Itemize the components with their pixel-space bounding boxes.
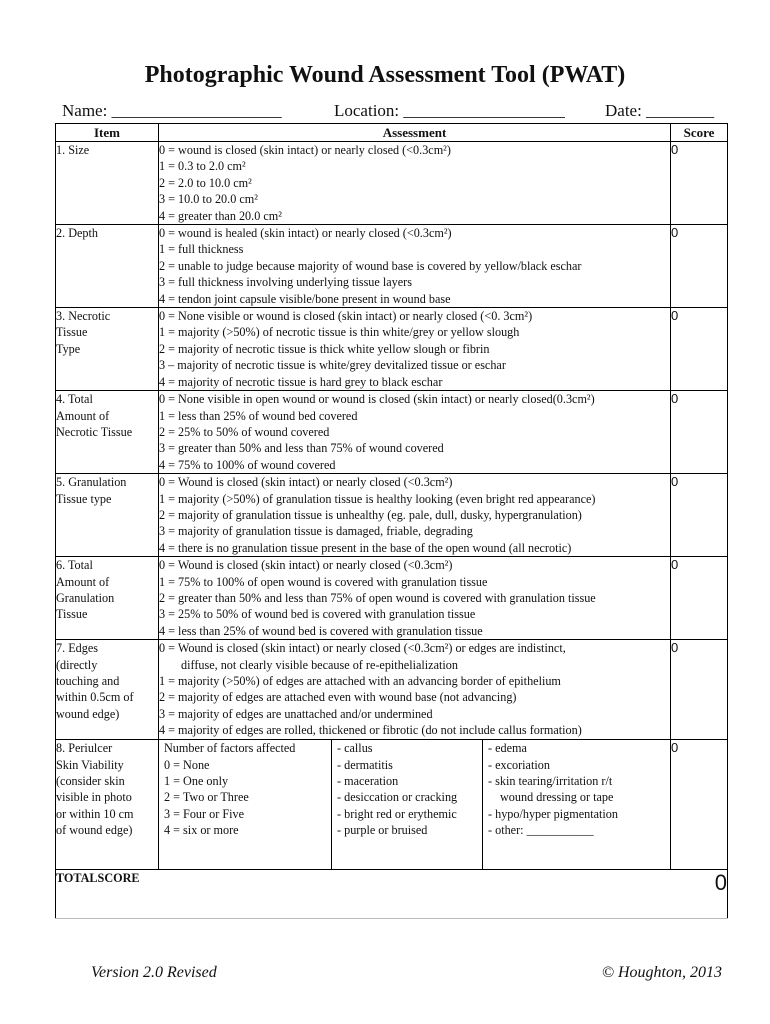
text-line: 1 = 0.3 to 2.0 cm² (159, 159, 246, 174)
assessment-cell (159, 142, 671, 225)
text-line: 4 = less than 25% of wound bed is covered with granulation tissue (159, 623, 483, 638)
assessment-header: Assessment (159, 124, 671, 142)
text-line: diffuse, not clearly visible because of re-epithelialization (181, 657, 458, 672)
text-line: 0 = Wound is closed (skin intact) or nearly closed (<0.3cm²) or edges are indistinct, (159, 641, 566, 656)
score-cell[interactable]: 0 (671, 225, 728, 308)
score-cell[interactable]: 0 (671, 474, 728, 557)
assessment-cell (159, 225, 671, 308)
table-row (56, 557, 728, 640)
table-row (56, 225, 728, 308)
factors-cell (159, 740, 671, 870)
score-cell[interactable]: 0 (671, 640, 728, 740)
version-label: Version 2.0 Revised (91, 964, 217, 981)
text-line: 3 = 25% to 50% of wound bed is covered with granulation tissue (159, 607, 476, 622)
text-line: or within 10 cm (56, 806, 134, 821)
text-line: 3. Necrotic (56, 309, 111, 324)
text-line: 3 = greater than 50% and less than 75% of wound covered (159, 441, 444, 456)
text-line: TOTAL (56, 871, 98, 886)
text-line: 7. Edges (56, 641, 98, 656)
text-line: Granulation (56, 590, 115, 605)
text-line: 2 = majority of necrotic tissue is thick white yellow slough or fibrin (159, 341, 490, 356)
text-line: 1 = One only (164, 774, 229, 788)
text-line: 8. Periulcer (56, 741, 113, 756)
text-line: - desiccation or cracking (337, 790, 458, 805)
text-line: 1. Size (56, 143, 90, 157)
text-line: SCORE (97, 871, 140, 886)
text-line: Tissue type (56, 491, 112, 506)
item-cell (56, 225, 159, 308)
text-line: Tissue (56, 325, 88, 340)
score-cell[interactable]: 0 (671, 557, 728, 640)
text-line: 3 = majority of granulation tissue is damaged, friable, degrading (159, 524, 473, 539)
assessment-cell (159, 391, 671, 474)
text-line: Amount of (56, 408, 110, 423)
text-line: - edema (488, 741, 527, 756)
item-cell (56, 142, 159, 225)
text-line: 0 = None (164, 757, 210, 772)
date-field[interactable]: Date: ________ (605, 101, 715, 120)
text-line: 2. Depth (56, 226, 98, 241)
text-line: wound edge) (56, 706, 120, 721)
score-cell[interactable]: 0 (671, 308, 728, 391)
text-line: 1 = full thickness (159, 242, 244, 257)
text-line: - excoriation (488, 757, 550, 772)
text-line: touching and (56, 674, 120, 688)
text-line: 2 = Two or Three (164, 790, 249, 805)
factors-column (159, 740, 332, 869)
text-line: 1 = 75% to 100% of open wound is covered with granulation tissue (159, 574, 488, 589)
text-line: 4 = greater than 20.0 cm² (159, 208, 282, 223)
table-row (56, 740, 728, 870)
text-line: Number of factors affected (164, 741, 296, 756)
assessment-cell (159, 474, 671, 557)
text-line: 3 – majority of necrotic tissue is white/grey devitalized tissue or eschar (159, 358, 506, 373)
score-cell[interactable]: 0 (671, 391, 728, 474)
score-header: Score (671, 124, 728, 142)
text-line: 2 = 2.0 to 10.0 cm² (159, 175, 252, 190)
text-line: visible in photo (56, 790, 132, 805)
table-row (56, 391, 728, 474)
text-line: Necrotic Tissue (56, 424, 133, 439)
text-line: 4 = six or more (164, 823, 239, 838)
pwat-table (55, 123, 728, 919)
factors-column (332, 740, 483, 869)
text-line: Type (56, 341, 81, 356)
text-line: 0 = None visible or wound is closed (skin intact) or nearly closed (<0. 3cm²) (159, 309, 533, 324)
text-line: - maceration (337, 774, 399, 788)
total-score[interactable]: 0 (159, 870, 728, 919)
text-line: Amount of (56, 574, 110, 589)
text-line: wound dressing or tape (500, 790, 614, 805)
assessment-cell (159, 557, 671, 640)
text-line: 0 = Wound is closed (skin intact) or nearly closed (<0.3cm²) (159, 475, 453, 490)
copyright-label: © Houghton, 2013 (601, 964, 722, 981)
text-line: within 0.5cm of (56, 690, 134, 705)
text-line: 1 = majority (>50%) of granulation tissue is healthy looking (even bright red appearance) (159, 491, 596, 506)
text-line: 0 = wound is closed (skin intact) or nearly closed (<0.3cm²) (159, 143, 451, 157)
text-line: 4 = there is no granulation tissue present in the base of the open wound (all necrotic) (159, 540, 572, 555)
text-line: 0 = None visible in open wound or wound is closed (skin intact) or nearly closed(0.3cm²) (159, 392, 595, 407)
score-cell[interactable]: 0 (671, 142, 728, 225)
text-line: 2 = majority of edges are attached even with wound base (not advancing) (159, 690, 517, 705)
text-line: 2 = greater than 50% and less than 75% of open wound is covered with granulation tissue (159, 590, 596, 605)
text-line: Tissue (56, 607, 88, 622)
item-cell (56, 640, 159, 740)
table-row (56, 142, 728, 225)
text-line: Skin Viability (56, 757, 124, 772)
text-line: 2 = majority of granulation tissue is unhealthy (eg. pale, dull, dusky, hypergranulation) (159, 507, 582, 522)
text-line: 3 = 10.0 to 20.0 cm² (159, 192, 258, 207)
text-line: - hypo/hyper pigmentation (488, 806, 618, 821)
item-cell (56, 308, 159, 391)
text-line: 0 = wound is healed (skin intact) or nearly closed (<0.3cm²) (159, 226, 452, 241)
text-line: 2 = unable to judge because majority of wound base is covered by yellow/black eschar (159, 258, 582, 273)
text-line: 2 = 25% to 50% of wound covered (159, 424, 330, 439)
assessment-cell (159, 640, 671, 740)
text-line: - skin tearing/irritation r/t (488, 774, 613, 788)
location-field[interactable]: Location: ___________________ (334, 101, 565, 120)
text-line: 1 = majority (>50%) of necrotic tissue is thin white/grey or yellow slough (159, 325, 520, 340)
item-cell (56, 474, 159, 557)
text-line: - callus (337, 741, 373, 756)
text-line: 3 = full thickness involving underlying tissue layers (159, 275, 412, 290)
text-line: 5. Granulation (56, 475, 127, 490)
text-line: of wound edge) (56, 823, 133, 838)
table-header-row (56, 124, 728, 142)
text-line: - dermatitis (337, 757, 393, 772)
item-cell (56, 557, 159, 640)
text-line: 3 = Four or Five (164, 806, 244, 821)
text-line: 4 = majority of edges are rolled, thickened or fibrotic (do not include callus formation) (159, 723, 582, 738)
text-line: 1 = less than 25% of wound bed covered (159, 408, 358, 423)
page-title: Photographic Wound Assessment Tool (PWAT) (144, 62, 626, 88)
text-line: - bright red or erythemic (337, 806, 457, 821)
text-line: - purple or bruised (337, 823, 428, 838)
factors-column (483, 740, 670, 869)
text-line: (directly (56, 657, 98, 672)
text-line: 0 = Wound is closed (skin intact) or nearly closed (<0.3cm²) (159, 558, 453, 573)
score-cell[interactable]: 0 (671, 740, 728, 870)
item-header: Item (56, 124, 159, 142)
text-line: (consider skin (56, 774, 125, 788)
table-row (56, 308, 728, 391)
text-line: 4 = 75% to 100% of wound covered (159, 457, 336, 472)
total-row (56, 870, 728, 919)
text-line: 4 = tendon joint capsule visible/bone present in wound base (159, 291, 451, 306)
item-cell (56, 391, 159, 474)
table-row (56, 640, 728, 740)
table-row (56, 474, 728, 557)
text-line: 6. Total (56, 558, 93, 573)
item-cell (56, 740, 159, 870)
text-line: 4. Total (56, 392, 93, 407)
assessment-cell (159, 308, 671, 391)
text-line: 1 = majority (>50%) of edges are attached with an advancing border of epithelium (159, 674, 561, 688)
text-line: 3 = majority of edges are unattached and/or undermined (159, 706, 433, 721)
text-line: 4 = majority of necrotic tissue is hard grey to black eschar (159, 374, 443, 389)
total-label (56, 870, 159, 919)
text-line: - other: ___________ (488, 823, 594, 838)
name-field[interactable]: Name: ____________________ (62, 101, 282, 120)
factors-grid (159, 740, 670, 869)
